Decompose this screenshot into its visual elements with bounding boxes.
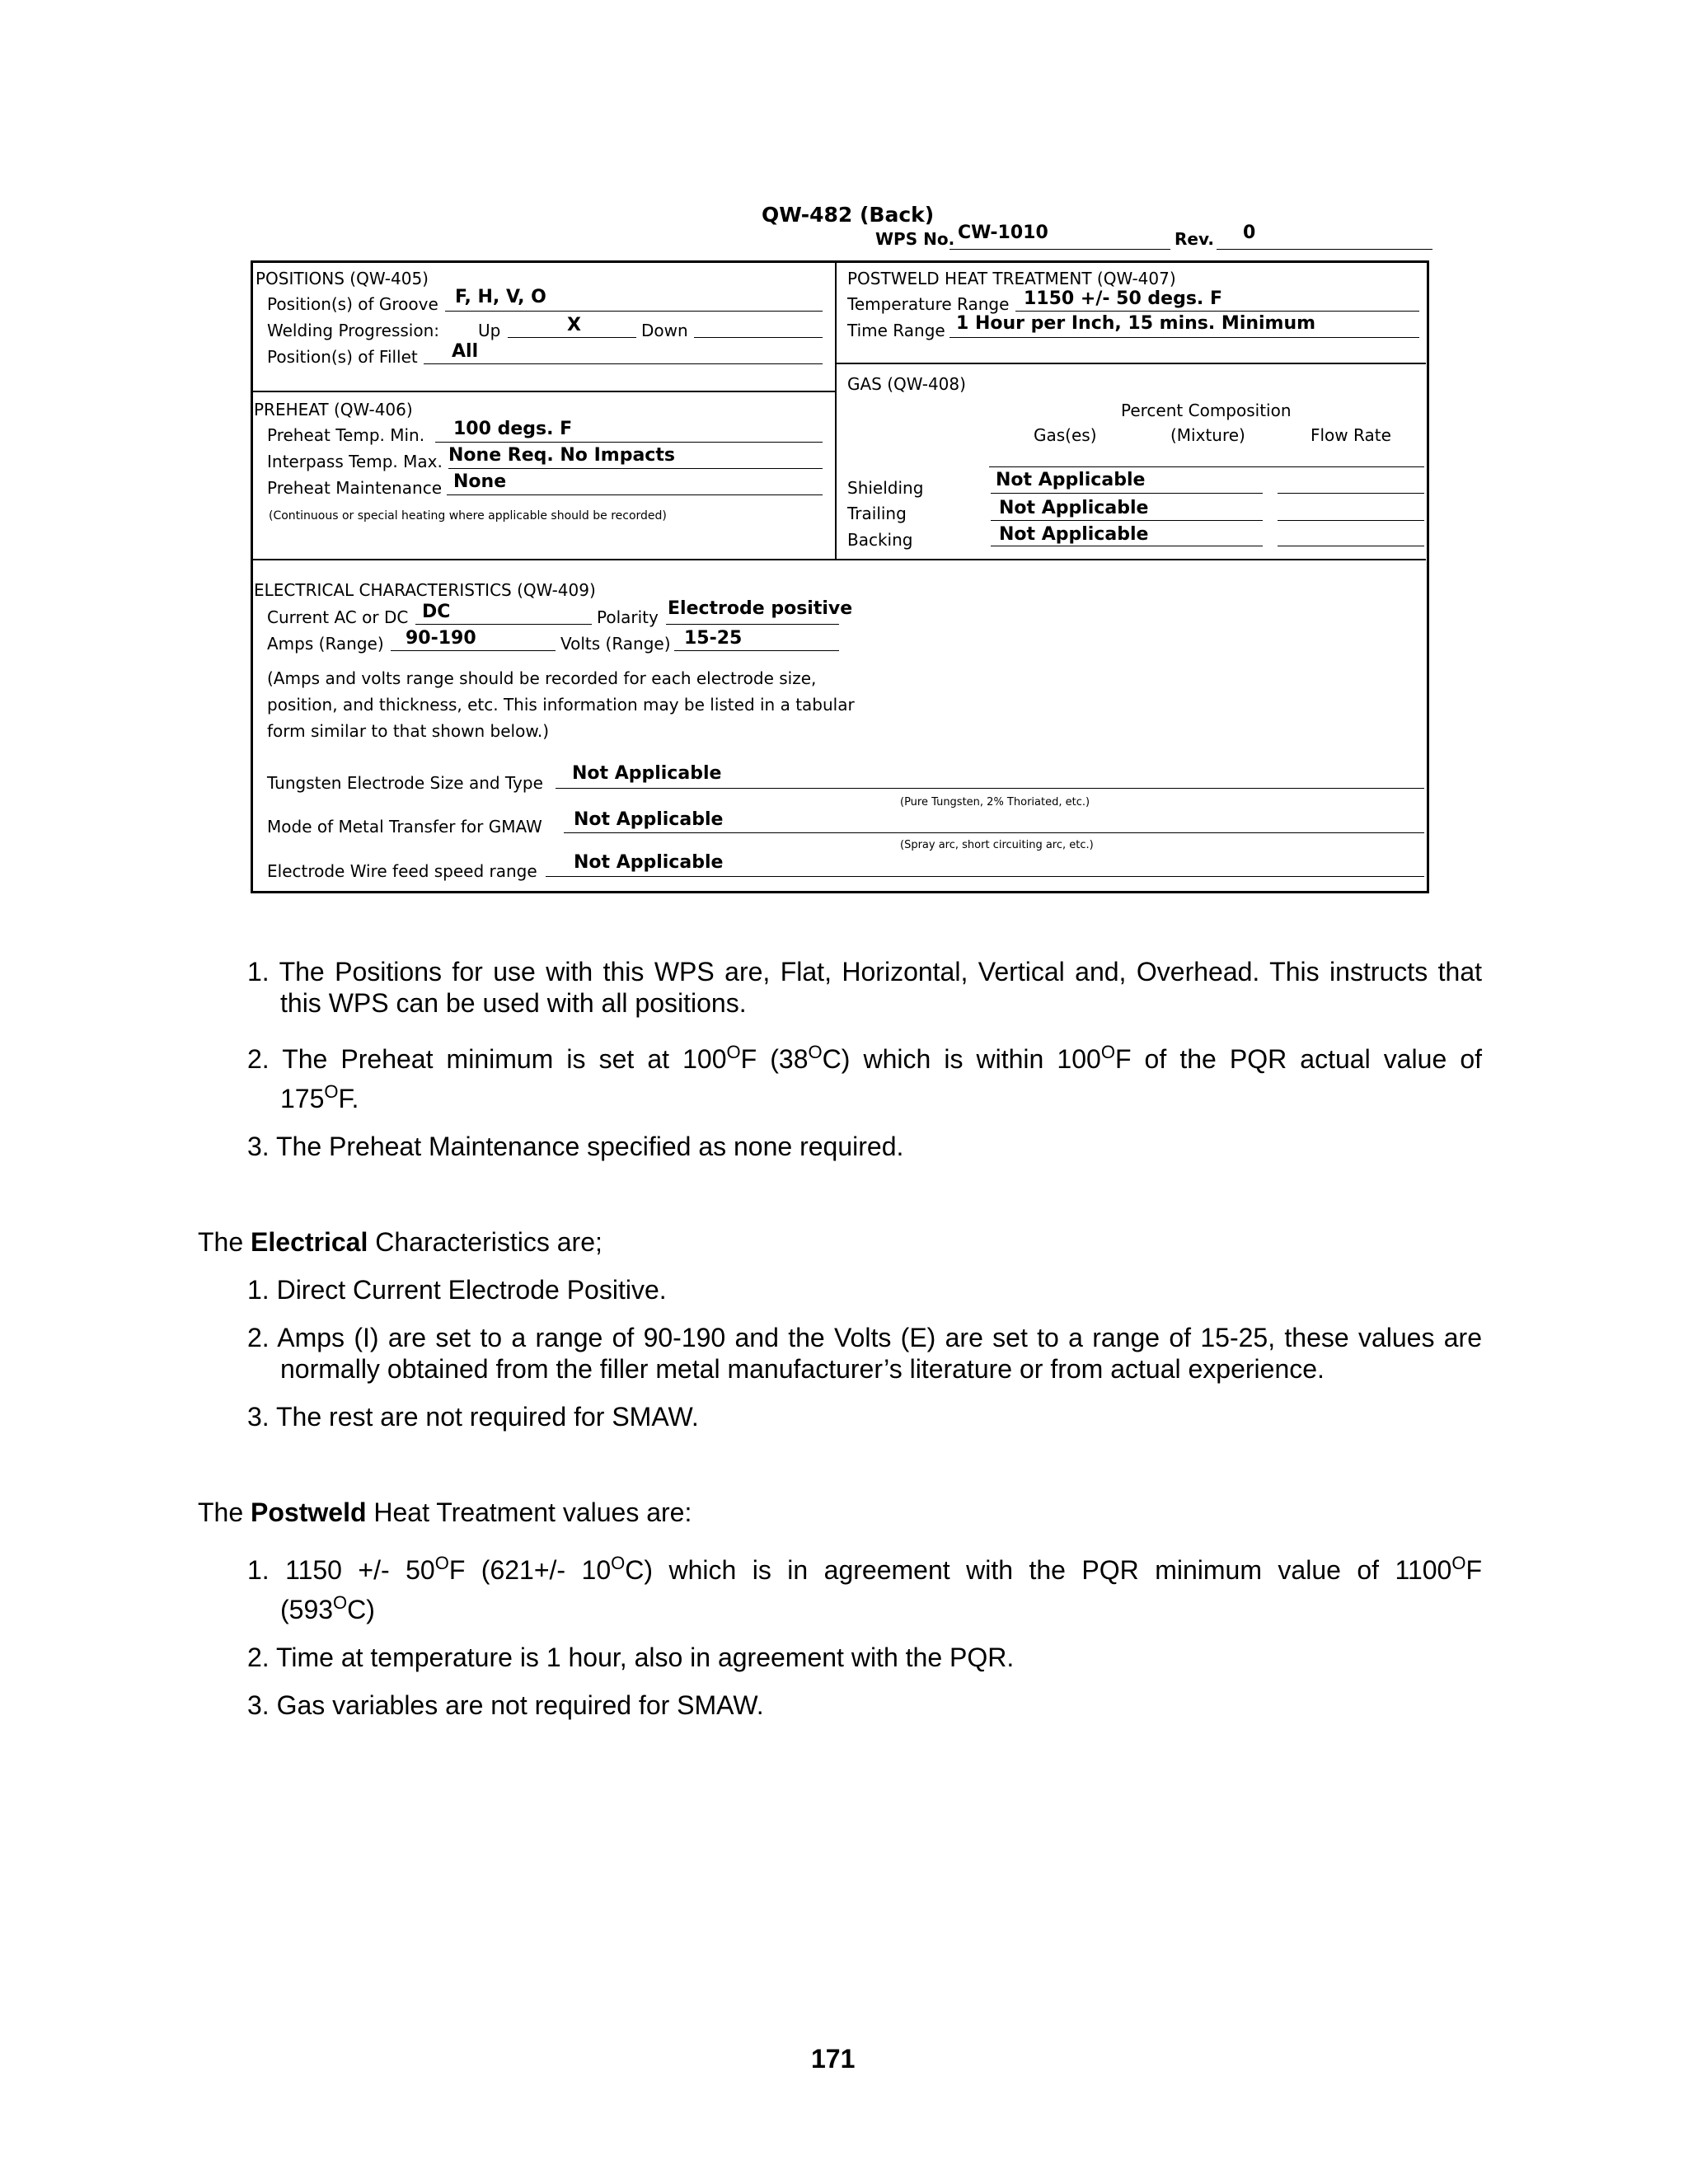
trailing-value: Not Applicable	[999, 498, 1149, 518]
item-number: 3.	[247, 1690, 270, 1720]
preheat-maint-value: None	[453, 471, 507, 492]
item-text: The Preheat Maintenance specified as none required.	[276, 1132, 904, 1161]
wps-label: WPS No.	[875, 229, 955, 249]
pwht-heading: POSTWELD HEAT TREATMENT (QW-407)	[847, 269, 1176, 288]
item-text: F (621+/- 10	[448, 1555, 612, 1585]
intro-text: The	[198, 1227, 251, 1257]
item-text: Time at temperature is 1 hour, also in agreement with the PQR.	[276, 1643, 1015, 1672]
item-text: 1150 +/- 50	[285, 1555, 435, 1585]
item-text: The Positions for use with this WPS are, Flat, Horizontal, Vertical and, Overhead. This instructs that	[279, 957, 1483, 987]
item-text: Direct Current Electrode Positive.	[276, 1275, 667, 1305]
flow-rate-label: Flow Rate	[1311, 425, 1391, 445]
intro-text: Heat Treatment values are:	[366, 1497, 692, 1527]
electrical-note-line2: position, and thickness, etc. This information may be listed in a tabular	[267, 695, 855, 715]
up-label: Up	[478, 321, 501, 340]
wps-value: CW-1010	[958, 223, 1048, 243]
item-text: C) which is in agreement with the PQR minimum value of 1100	[625, 1555, 1452, 1585]
percent-composition-label: Percent Composition	[1121, 401, 1292, 420]
page-number: 171	[811, 2044, 856, 2074]
transfer-value: Not Applicable	[574, 809, 724, 830]
electrical-note-line3: form similar to that shown below.)	[267, 721, 550, 741]
volts-value: 15-25	[684, 628, 743, 649]
item-number: 3.	[247, 1402, 270, 1432]
backing-value: Not Applicable	[999, 524, 1149, 545]
groove-value: F, H, V, O	[455, 287, 546, 307]
superscript-o: O	[726, 1042, 741, 1062]
shielding-value: Not Applicable	[996, 470, 1146, 490]
preheat-note: (Continuous or special heating where applicable should be recorded)	[269, 509, 667, 523]
transfer-label: Mode of Metal Transfer for GMAW	[267, 817, 542, 837]
form-frame	[251, 260, 1429, 893]
positions-item-2	[247, 1043, 1482, 1075]
pwht-time-label: Time Range	[847, 321, 945, 340]
mixture-label: (Mixture)	[1170, 425, 1245, 445]
backing-label: Backing	[847, 530, 913, 550]
pwht-time-value: 1 Hour per Inch, 15 mins. Minimum	[956, 313, 1316, 334]
postweld-intro	[198, 1497, 692, 1528]
postweld-item-1	[247, 1554, 1482, 1586]
positions-item-3	[247, 1131, 903, 1162]
pwht-temp-label: Temperature Range	[847, 294, 1010, 314]
preheat-min-value: 100 degs. F	[453, 419, 573, 439]
current-value: DC	[422, 602, 451, 622]
positions-item-1	[247, 956, 1482, 987]
superscript-o: O	[1100, 1042, 1115, 1062]
superscript-o: O	[808, 1042, 823, 1062]
trailing-label: Trailing	[847, 504, 907, 523]
item-text: Gas variables are not required for SMAW.	[276, 1690, 764, 1720]
positions-item-2-line2	[280, 1083, 359, 1114]
postweld-item-2	[247, 1642, 1014, 1673]
item-text: Amps (I) are set to a range of 90-190 and the Volts (E) are set to a range of 15-25, these values are	[277, 1323, 1483, 1352]
electrical-item-1	[247, 1274, 667, 1305]
preheat-heading: PREHEAT (QW-406)	[254, 400, 413, 419]
amps-value: 90-190	[406, 628, 476, 649]
electrical-intro	[198, 1226, 603, 1258]
postweld-item-1-line2	[280, 1594, 375, 1625]
intro-bold-text: Electrical	[251, 1227, 368, 1257]
item-number: 2.	[247, 1044, 270, 1074]
current-label: Current AC or DC	[267, 607, 409, 627]
intro-bold-text: Postweld	[251, 1497, 367, 1527]
polarity-value: Electrode positive	[668, 598, 853, 619]
superscript-o: O	[324, 1081, 339, 1102]
item-number: 1.	[247, 1275, 270, 1305]
electrical-item-3	[247, 1401, 699, 1432]
wire-value: Not Applicable	[574, 852, 724, 873]
item-text: C)	[347, 1595, 375, 1624]
rev-label: Rev.	[1175, 229, 1214, 249]
item-text: F.	[338, 1084, 359, 1113]
rev-value: 0	[1243, 223, 1256, 243]
preheat-maint-label: Preheat Maintenance	[267, 478, 443, 498]
amps-label: Amps (Range)	[267, 634, 384, 654]
item-number: 2.	[247, 1323, 270, 1352]
positions-item-1-line2: this WPS can be used with all positions.	[280, 988, 747, 1018]
intro-text: Characteristics are;	[368, 1227, 603, 1257]
gases-label: Gas(es)	[1034, 425, 1097, 445]
superscript-o: O	[611, 1553, 626, 1573]
item-text: F of the PQR actual value of	[1114, 1044, 1483, 1074]
item-number: 1.	[247, 1555, 270, 1585]
item-text: C) which is within 100	[822, 1044, 1101, 1074]
electrical-heading: ELECTRICAL CHARACTERISTICS (QW-409)	[254, 580, 596, 600]
interpass-value: None Req. No Impacts	[448, 445, 675, 466]
postweld-item-3	[247, 1690, 764, 1721]
preheat-min-label: Preheat Temp. Min.	[267, 425, 425, 445]
item-text: (593	[280, 1595, 334, 1624]
progression-label: Welding Progression:	[267, 321, 440, 340]
groove-label: Position(s) of Groove	[267, 294, 438, 314]
tungsten-label: Tungsten Electrode Size and Type	[267, 773, 543, 793]
item-text: F (38	[740, 1044, 809, 1074]
superscript-o: O	[333, 1592, 348, 1613]
pwht-temp-value: 1150 +/- 50 degs. F	[1024, 288, 1222, 309]
transfer-hint: (Spray arc, short circuiting arc, etc.)	[900, 839, 1094, 851]
intro-text: The	[198, 1497, 251, 1527]
shielding-label: Shielding	[847, 478, 924, 498]
electrical-item-2-line2: normally obtained from the filler metal manufacturer’s literature or from actual experience.	[280, 1354, 1325, 1384]
form-title: QW-482 (Back)	[762, 203, 935, 227]
interpass-label: Interpass Temp. Max.	[267, 452, 443, 471]
polarity-label: Polarity	[597, 607, 659, 627]
tungsten-value: Not Applicable	[572, 763, 722, 784]
item-text: 175	[280, 1084, 325, 1113]
electrical-note-line1: (Amps and volts range should be recorded for each electrode size,	[267, 668, 817, 688]
down-label: Down	[641, 321, 688, 340]
item-text: The Preheat minimum is set at 100	[282, 1044, 727, 1074]
superscript-o: O	[434, 1553, 449, 1573]
superscript-o: O	[1451, 1553, 1466, 1573]
item-text: F	[1465, 1555, 1483, 1585]
volts-label: Volts (Range)	[560, 634, 671, 654]
item-text: The rest are not required for SMAW.	[276, 1402, 699, 1432]
fillet-label: Position(s) of Fillet	[267, 347, 418, 367]
item-number: 2.	[247, 1643, 270, 1672]
fillet-value: All	[452, 341, 479, 362]
tungsten-hint: (Pure Tungsten, 2% Thoriated, etc.)	[900, 796, 1090, 808]
positions-heading: POSITIONS (QW-405)	[256, 269, 429, 288]
item-number: 3.	[247, 1132, 270, 1161]
wire-label: Electrode Wire feed speed range	[267, 861, 537, 881]
electrical-item-2	[247, 1322, 1482, 1353]
gas-heading: GAS (QW-408)	[847, 374, 966, 394]
item-number: 1.	[247, 957, 270, 987]
up-value: X	[567, 315, 581, 335]
